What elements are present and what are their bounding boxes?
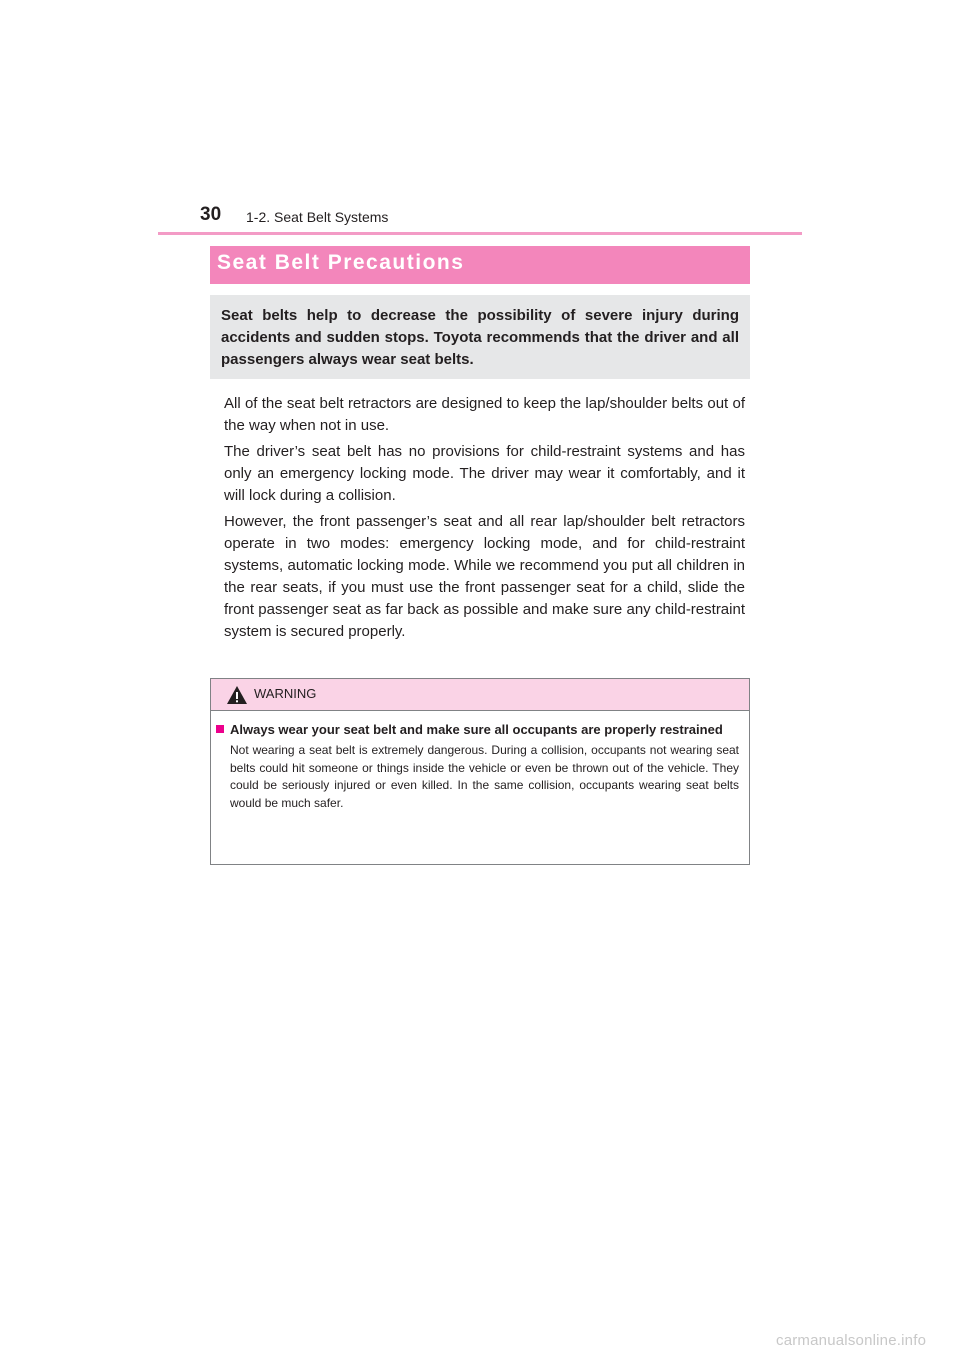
paragraph: However, the front passenger’s seat and all rear lap/shoulder belt retractors operate in two modes: emergency locking mode, and for child-restraint systems, automatic locking mode. While we recommend you put all children in the rear seats, if you must use the front passenger seat for a child, slide the front passenger seat as far back as possible and make sure any child-restraint system is secured properly. — [224, 513, 745, 640]
warning-heading: Always wear your seat belt and make sure all occupants are properly restrained — [230, 722, 723, 737]
warning-header — [211, 679, 749, 711]
paragraph: All of the seat belt retractors are designed to keep the lap/shoulder belts out of the way when not in use. — [224, 395, 745, 434]
body-text — [224, 393, 745, 647]
intro-text: Seat belts help to decrease the possibility of severe injury during accidents and sudden stops. Toyota recommends that the driver and all passengers always wear seat belts. — [221, 307, 739, 368]
warning-item-heading — [216, 721, 743, 739]
paragraph: The driver’s seat belt has no provisions for child-restraint systems and has only an emergency locking mode. The driver may wear it comfortably, and it will lock during a collision. — [224, 443, 745, 504]
square-bullet-icon — [216, 725, 224, 733]
page-title: Seat Belt Precautions — [217, 251, 465, 274]
page-number: 30 — [200, 204, 222, 225]
intro-box — [210, 295, 750, 379]
warning-box — [210, 678, 750, 865]
title-bar — [210, 246, 750, 284]
warning-text: Not wearing a seat belt is extremely dangerous. During a collision, occupants not wearing seat belts could hit someone or things inside the vehicle or even be thrown out of the vehicle. They could be seriously injured or even killed. In the same collision, occupants wearing seat belts would be much safer. — [230, 743, 739, 810]
warning-label: WARNING — [254, 686, 317, 701]
warning-triangle-icon — [226, 685, 248, 705]
warning-body — [211, 711, 749, 812]
section-label: 1-2. Seat Belt Systems — [246, 209, 389, 225]
header-rule — [158, 232, 802, 235]
watermark: carmanualsonline.info — [776, 1332, 927, 1349]
